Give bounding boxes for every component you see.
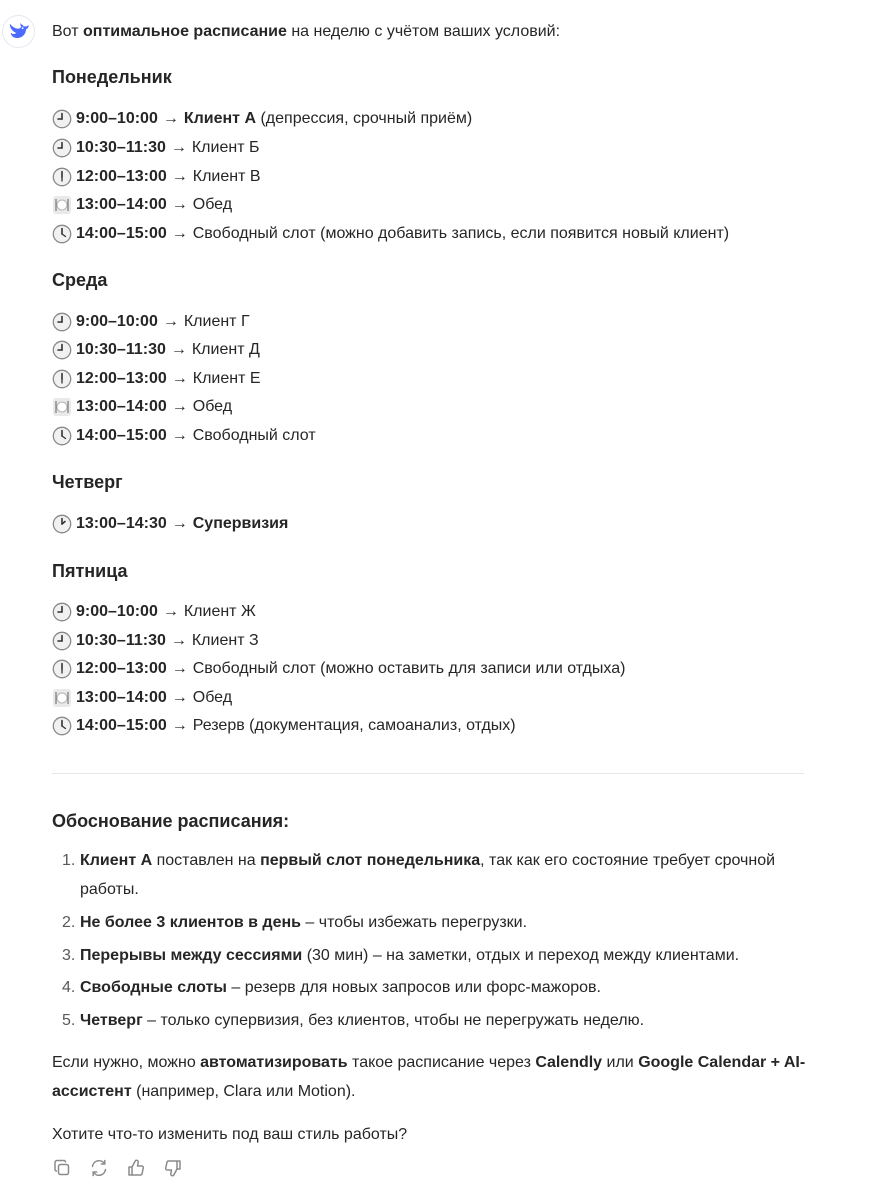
slot-text: Свободный слот: [192, 427, 316, 444]
slot-time: 12:00–13:00: [76, 168, 167, 185]
slot-time: 13:00–14:00: [76, 689, 167, 706]
clock-icon: [52, 167, 72, 187]
slot-time: 14:00–15:00: [76, 717, 167, 734]
refresh-icon: [89, 1158, 109, 1178]
para-text: или: [602, 1054, 639, 1071]
clock-icon: [52, 224, 72, 244]
slot-text: Клиент Г: [183, 313, 250, 330]
day-title-thursday: Четверг: [52, 472, 123, 492]
follow-up-question: Хотите что-то изменить под ваш стиль работы?: [52, 1126, 408, 1143]
message-actions: [52, 1158, 183, 1178]
clock-icon: [52, 312, 72, 332]
slot-text: Обед: [192, 196, 233, 213]
arrow: →: [171, 515, 188, 532]
arrow: →: [171, 370, 188, 387]
para-text: Если нужно, можно: [52, 1054, 201, 1071]
list-item-bold: Клиент А: [80, 852, 153, 869]
clock-icon: [52, 659, 72, 679]
schedule-slot: [52, 512, 288, 536]
arrow: →: [171, 225, 188, 242]
slot-text: Клиент Ж: [183, 603, 256, 620]
schedule-slot: [52, 629, 259, 653]
divider: [52, 773, 804, 774]
intro-suffix: на неделю с учётом ваших условий:: [286, 23, 561, 40]
schedule-slot: [52, 222, 729, 246]
list-item: [52, 941, 804, 970]
list-item: [52, 846, 804, 904]
schedule-slot: [52, 367, 261, 391]
slot-time: 10:30–11:30: [76, 139, 166, 156]
slot-text: Обед: [192, 689, 233, 706]
arrow: →: [171, 168, 188, 185]
automation-paragraph: [52, 1048, 812, 1106]
thumbs-up-icon: [126, 1158, 146, 1178]
arrow: →: [162, 603, 179, 620]
para-bold: Calendly: [535, 1054, 603, 1071]
list-item-text: – чтобы избежать перегрузки.: [300, 914, 528, 931]
whale-logo-icon: [7, 20, 31, 44]
arrow: →: [171, 660, 188, 677]
schedule-slot: [52, 424, 316, 448]
day-title-friday: Пятница: [52, 561, 128, 581]
clock-icon: [52, 426, 72, 446]
slot-time: 10:30–11:30: [76, 632, 166, 649]
list-number: 2.: [62, 914, 76, 931]
slot-time: 10:30–11:30: [76, 341, 166, 358]
slot-text: Свободный слот (можно добавить запись, если появится новый клиент): [192, 225, 730, 242]
list-item-text: , так как его состояние требует срочной работы.: [80, 852, 776, 898]
slot-text: Клиент Д: [191, 341, 260, 358]
regenerate-button[interactable]: [89, 1158, 109, 1178]
para-bold: Google Calendar + AI-ассистент: [52, 1054, 806, 1100]
copy-button[interactable]: [52, 1158, 72, 1178]
plate-icon: [52, 397, 72, 417]
clock-icon: [52, 340, 72, 360]
slot-text: Обед: [192, 398, 233, 415]
clock-icon: [52, 369, 72, 389]
slot-time: 9:00–10:00: [76, 110, 158, 127]
slot-text: Резерв (документация, самоанализ, отдых): [192, 717, 516, 734]
arrow: →: [171, 398, 188, 415]
day-title-wednesday: Среда: [52, 270, 108, 290]
schedule-slot: [52, 310, 250, 334]
clock-icon: [52, 602, 72, 622]
list-item: [52, 973, 804, 1002]
arrow: →: [162, 110, 179, 127]
plate-icon: [52, 688, 72, 708]
clock-icon: [52, 138, 72, 158]
dislike-button[interactable]: [163, 1158, 183, 1178]
arrow: →: [171, 196, 188, 213]
para-text: такое расписание через: [347, 1054, 536, 1071]
intro-prefix: Вот: [52, 23, 83, 40]
list-item: [52, 908, 804, 937]
schedule-slot: [52, 600, 256, 624]
schedule-slot: [52, 657, 625, 681]
assistant-avatar: [2, 15, 35, 48]
list-item-text: – только супервизия, без клиентов, чтобы не перегружать неделю.: [142, 1012, 645, 1029]
list-item-bold: Четверг: [80, 1012, 143, 1029]
list-item-bold: Перерывы между сессиями: [80, 947, 303, 964]
slot-time: 13:00–14:30: [76, 515, 167, 532]
schedule-slot: [52, 107, 472, 131]
list-item-text: поставлен на: [152, 852, 261, 869]
rationale-title: Обоснование расписания:: [52, 811, 290, 831]
like-button[interactable]: [126, 1158, 146, 1178]
list-item-text: (30 мин) – на заметки, отдых и переход между клиентами.: [302, 947, 740, 964]
para-bold: автоматизировать: [200, 1054, 348, 1071]
arrow: →: [171, 717, 188, 734]
schedule-slot: [52, 338, 260, 362]
slot-text-bold: Клиент А: [183, 110, 257, 127]
list-number: 3.: [62, 947, 76, 964]
slot-text: Клиент В: [192, 168, 261, 185]
slot-time: 13:00–14:00: [76, 196, 167, 213]
list-item: [52, 1006, 804, 1035]
para-text: (например, Clara или Motion).: [131, 1083, 356, 1100]
slot-text-bold: Супервизия: [192, 515, 289, 532]
slot-time: 13:00–14:00: [76, 398, 167, 415]
plate-icon: [52, 195, 72, 215]
clock-icon: [52, 716, 72, 736]
list-item-text: – резерв для новых запросов или форс-мажоров.: [226, 979, 601, 996]
copy-icon: [52, 1158, 72, 1178]
list-number: 5.: [62, 1012, 76, 1029]
list-item-bold: Свободные слоты: [80, 979, 227, 996]
slot-text: Клиент Б: [191, 139, 260, 156]
slot-time: 14:00–15:00: [76, 427, 167, 444]
arrow: →: [170, 632, 187, 649]
slot-time: 9:00–10:00: [76, 313, 158, 330]
slot-text: Клиент З: [191, 632, 259, 649]
thumbs-down-icon: [163, 1158, 183, 1178]
intro-bold: оптимальное расписание: [83, 23, 287, 40]
arrow: →: [170, 139, 187, 156]
schedule-slot: [52, 193, 232, 217]
schedule-slot: [52, 165, 261, 189]
list-item-bold: первый слот понедельника: [260, 852, 481, 869]
slot-text: (депрессия, срочный приём): [256, 110, 473, 127]
arrow: →: [170, 341, 187, 358]
schedule-slot: [52, 136, 259, 160]
clock-icon: [52, 514, 72, 534]
list-number: 1.: [62, 852, 76, 869]
slot-time: 9:00–10:00: [76, 603, 158, 620]
arrow: →: [171, 427, 188, 444]
list-number: 4.: [62, 979, 76, 996]
slot-time: 12:00–13:00: [76, 370, 167, 387]
schedule-slot: [52, 395, 232, 419]
day-title-monday: Понедельник: [52, 67, 172, 87]
slot-time: 12:00–13:00: [76, 660, 167, 677]
arrow: →: [171, 689, 188, 706]
slot-time: 14:00–15:00: [76, 225, 167, 242]
arrow: →: [162, 313, 179, 330]
schedule-slot: [52, 686, 232, 710]
list-item-bold: Не более 3 клиентов в день: [80, 914, 301, 931]
clock-icon: [52, 109, 72, 129]
slot-text: Клиент Е: [192, 370, 261, 387]
clock-icon: [52, 631, 72, 651]
schedule-slot: [52, 714, 516, 738]
slot-text: Свободный слот (можно оставить для записи или отдыха): [192, 660, 626, 677]
intro-text: [52, 20, 560, 44]
